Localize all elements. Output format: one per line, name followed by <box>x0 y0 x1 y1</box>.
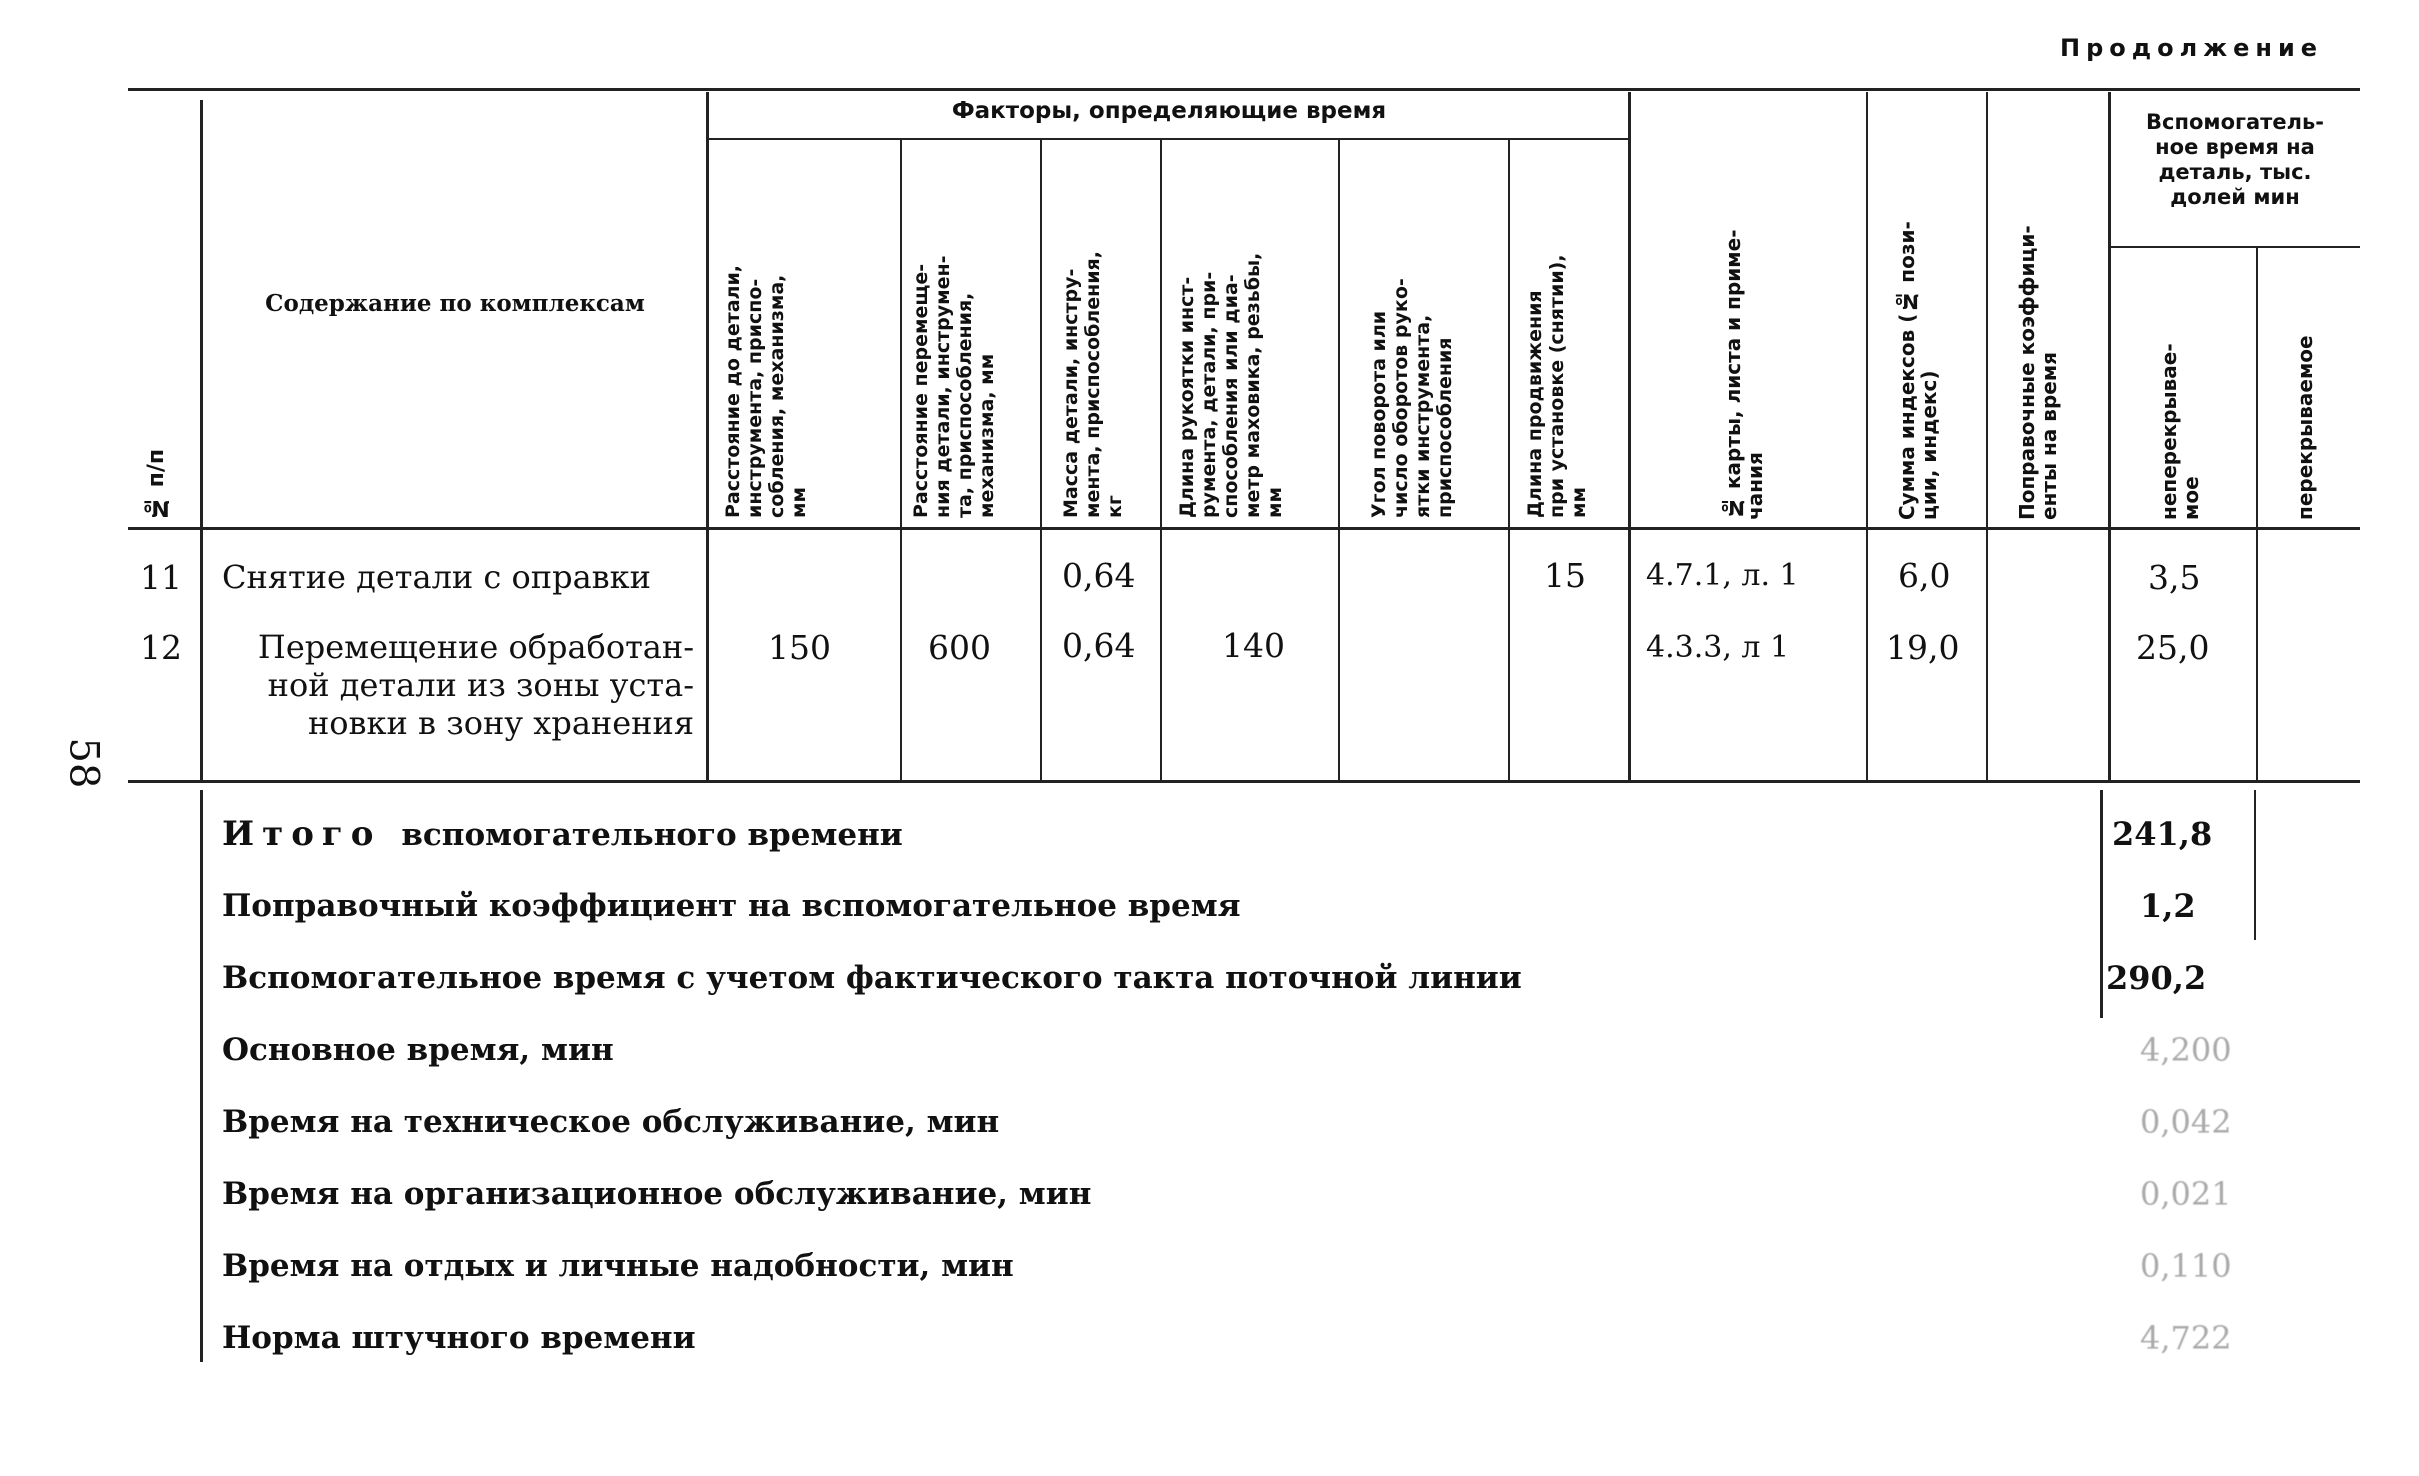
row-card: 4.7.1, л. 1 <box>1646 558 1799 593</box>
summary-value-tech-service: 0,042 <box>2140 1103 2232 1141</box>
summary-label-total <box>222 814 903 855</box>
row-f6: 15 <box>1544 556 1586 595</box>
row-index-sum: 6,0 <box>1898 556 1951 595</box>
row-nonoverlap: 25,0 <box>2136 628 2210 667</box>
header-factor-3: Масса детали, инстру- мента, приспособления, кг <box>1060 251 1126 518</box>
summary-label-piece-norm: Норма штучного времени <box>222 1320 696 1356</box>
summary-label-coef: Поправочный коэффициент на вспомогательное время <box>222 888 1241 924</box>
summary-value-piece-norm: 4,722 <box>2140 1319 2232 1357</box>
header-col-overlap: перекрываемое <box>2293 335 2317 520</box>
row-card: 4.3.3, л 1 <box>1646 630 1790 665</box>
summary-value-org-service: 0,021 <box>2140 1175 2232 1213</box>
header-col-content: Содержание по комплексам <box>265 290 645 317</box>
row-index-sum: 19,0 <box>1886 628 1960 667</box>
summary-value-aux-takt: 290,2 <box>2106 959 2207 997</box>
continuation-label: Продолжение <box>2060 34 2324 62</box>
summary-value-main-time: 4,200 <box>2140 1031 2232 1069</box>
summary-total-prefix: Итого <box>222 814 382 854</box>
header-col-nonoverlap: неперекрывае- мое <box>2157 343 2203 520</box>
header-factors-group: Факторы, определяющие время <box>951 98 1387 124</box>
header-col-coef: Поправочные коэффици- енты на время <box>2015 225 2061 520</box>
summary-label-org-service: Время на организационное обслуживание, мин <box>222 1176 1092 1212</box>
header-factor-4: Длина рукоятки инст- румента, детали, при- способления или диа- метр маховика, резьбы, мм <box>1176 252 1286 518</box>
row-content: Снятие детали с оправки <box>222 558 651 596</box>
header-factor-5: Угол поворота или число оборотов руко- ятки инструмента, приспособления <box>1368 278 1456 518</box>
row-nonoverlap: 3,5 <box>2148 558 2201 597</box>
header-col-no: № п/п <box>144 448 169 520</box>
summary-value-total: 241,8 <box>2112 815 2213 853</box>
row-f1: 150 <box>768 628 831 667</box>
summary-label-aux-takt: Вспомогательное время с учетом фактического такта поточной линии <box>222 960 1522 996</box>
row-no: 11 <box>140 558 182 597</box>
row-f3: 0,64 <box>1062 626 1136 665</box>
summary-total-text: вспомогательного времени <box>401 817 903 853</box>
header-col-card: № карты, листа и приме- чания <box>1721 229 1767 520</box>
header-factor-2: Расстояние перемеще- ния детали, инструмен- та, приспособления, механизма, мм <box>910 255 998 518</box>
page-number: 58 <box>60 737 107 789</box>
header-aux-group: Вспомогатель- ное время на деталь, тыс. долей мин <box>2146 110 2324 209</box>
summary-value-coef: 1,2 <box>2140 887 2196 925</box>
row-f3: 0,64 <box>1062 556 1136 595</box>
summary-label-tech-service: Время на техническое обслуживание, мин <box>222 1104 1000 1140</box>
row-f4: 140 <box>1222 626 1285 665</box>
header-col-index-sum: Сумма индексов (№ пози- ции, индекс) <box>1895 221 1941 520</box>
row-content: Перемещение обработан- ной детали из зоны уста- новки в зону хранения <box>257 628 694 742</box>
summary-value-rest: 0,110 <box>2140 1247 2232 1285</box>
summary-label-rest: Время на отдых и личные надобности, мин <box>222 1248 1014 1284</box>
header-factor-1: Расстояние до детали, инструмента, приспо- собления, механизма, мм <box>722 264 810 518</box>
header-factor-6: Длина продвижения при установке (снятии), мм <box>1524 254 1590 518</box>
summary-label-main-time: Основное время, мин <box>222 1032 614 1068</box>
row-no: 12 <box>140 628 182 667</box>
row-f2: 600 <box>928 628 991 667</box>
